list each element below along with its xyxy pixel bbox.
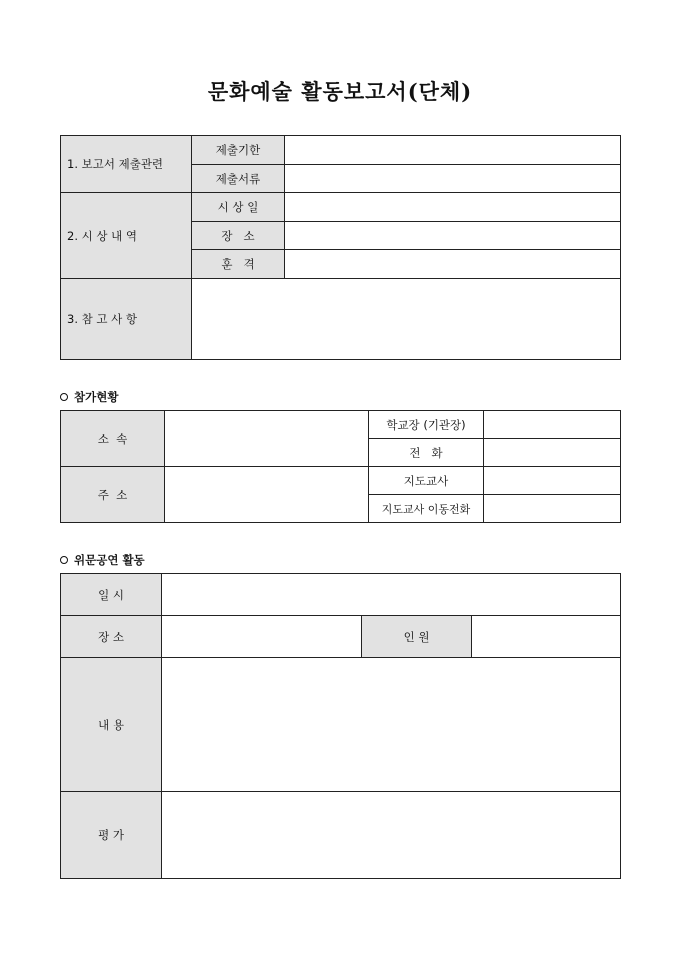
participation-heading: 참가현황 [60, 389, 118, 405]
notes-section-label: 3. 참 고 사 항 [61, 279, 192, 360]
performance-heading: 위문공연 활동 [60, 552, 145, 568]
principal-label: 학교장 (기관장) [369, 411, 484, 439]
principal-field[interactable] [484, 411, 621, 439]
content-field[interactable] [162, 658, 621, 792]
notes-field[interactable] [192, 279, 621, 360]
affiliation-field[interactable] [165, 411, 369, 467]
circle-bullet-icon [60, 393, 68, 401]
venue-field[interactable] [285, 222, 621, 250]
documents-label: 제출서류 [192, 165, 285, 193]
teacher-mobile-label: 지도교사 이동전화 [369, 495, 484, 523]
performance-table [60, 573, 621, 879]
deadline-field[interactable] [285, 136, 621, 165]
content-label: 내 용 [61, 658, 162, 792]
circle-bullet-icon [60, 556, 68, 564]
place-field[interactable] [162, 616, 362, 658]
teacher-mobile-field[interactable] [484, 495, 621, 523]
headcount-label: 인 원 [362, 616, 472, 658]
evaluation-label: 평 가 [61, 792, 162, 879]
honor-field[interactable] [285, 250, 621, 279]
teacher-field[interactable] [484, 467, 621, 495]
address-label: 주 소 [61, 467, 165, 523]
evaluation-field[interactable] [162, 792, 621, 879]
documents-field[interactable] [285, 165, 621, 193]
datetime-label: 일 시 [61, 574, 162, 616]
submission-section-label: 1. 보고서 제출관련 [61, 136, 192, 193]
address-field[interactable] [165, 467, 369, 523]
phone-field[interactable] [484, 439, 621, 467]
award-date-label: 시 상 일 [192, 193, 285, 222]
honor-label: 훈 격 [192, 250, 285, 279]
headcount-field[interactable] [472, 616, 621, 658]
phone-label: 전 화 [369, 439, 484, 467]
datetime-field[interactable] [162, 574, 621, 616]
report-info-table [60, 135, 621, 360]
deadline-label: 제출기한 [192, 136, 285, 165]
teacher-label: 지도교사 [369, 467, 484, 495]
page-title: 문화예술 활동보고서(단체) [207, 79, 473, 104]
participation-table [60, 410, 621, 523]
venue-label: 장 소 [192, 222, 285, 250]
award-section-label: 2. 시 상 내 역 [61, 193, 192, 279]
affiliation-label: 소 속 [61, 411, 165, 467]
place-label: 장 소 [61, 616, 162, 658]
award-date-field[interactable] [285, 193, 621, 222]
